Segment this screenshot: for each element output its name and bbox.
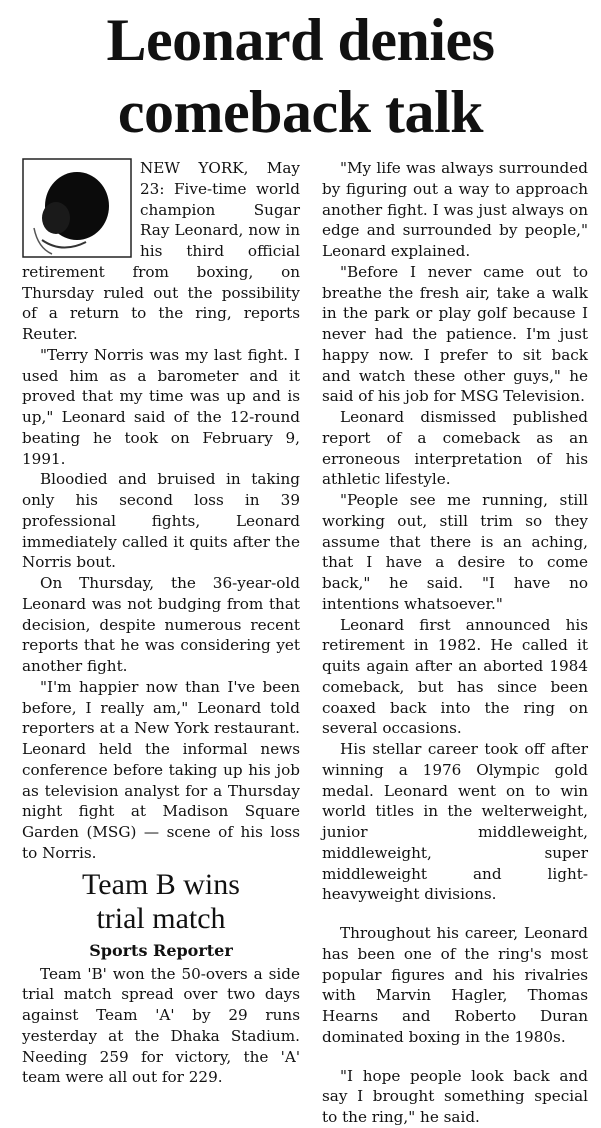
article-paragraph-9: "People see me running, still working out, still trim so they assume that there is an aching, that I have a desire to come back," he said. "I have no intentions whatsoever." [322,491,588,613]
article-paragraph-2: "Terry Norris was my last fight. I used him as a barometer and it proved that my time was up and is up," Leonard said of the 12-round beating he took on February 9, 1991. [22,345,300,468]
headline-line-2: comeback talk [117,79,484,145]
article-paragraph-8: Leonard dismissed published report of a comeback as an erroneous interpretation of his athletic lifestyle. [322,408,588,489]
article-paragraph-5: "I'm happier now than I've been before, I really am," Leonard told reporters at a New York restaurant. Leonard held the informal news conference before taking up his job as television analyst for a Thursday night fight at Madison Square Garden (MSG) — scene of his loss to Norris. [22,677,300,862]
second-story-paragraph-1: Team 'B' won the 50-overs a side trial match spread over two days against Team 'A' by 29 runs yesterday at the Dhaka Stadium. Needing 259 for victory, the 'A' team were all out for 229. [22,964,300,1087]
second-story-title-line-2: trial match [96,901,226,935]
article-paragraph-11: His stellar career took off after winning a 1976 Olympic gold medal. Leonard went on to win world titles in the welterweight, junior middleweight, middleweight, super middleweight and light-heavyweight divisions. [322,740,588,904]
right-column [322,158,588,1128]
article-paragraph-10: Leonard first announced his retirement in 1982. He called it quits again after an aborted 1984 comeback, but has since been coaxed back into the ring on several occasions. [322,615,588,738]
article-paragraph-7: "Before I never came out to breathe the fresh air, take a walk in the park or play golf because I never had the patience. I'm just happy now. I prefer to sit back and watch these other guys," he said of his job for MSG Television. [322,262,588,406]
second-story-byline: Sports Reporter [89,940,233,960]
headline-line-1: Leonard denies [106,7,495,73]
article-paragraph-6: "My life was always surrounded by figuring out a way to approach another fight. I was just always on edge and surrounded by people," Leonard explained. [322,159,588,260]
boxing-glove-photo-icon [22,158,132,258]
article-paragraph-3: Bloodied and bruised in taking only his second loss in 39 professional fights, Leonard immediately called it quits after the Norris bout. [22,470,300,572]
article-paragraph-1: NEW YORK, May 23: Five-time world champion Sugar Ray Leonard, now in his third official retirement from boxing, on Thursday ruled out the possibility of a return to the ring, reports Reuter. [22,159,300,343]
second-story [22,868,300,1089]
article-paragraph-12: Throughout his career, Leonard has been one of the ring's most popular figures and his rivalries with Marvin Hagler, Thomas Hearns and Roberto Duran dominated boxing in the 1980s. [322,924,588,1046]
second-story-title-line-1: Team B wins [82,867,240,901]
left-column [22,158,300,1088]
article-paragraph-13: "I hope people look back and say I brought something special to the ring," he said. [322,1066,588,1126]
article-paragraph-4: On Thursday, the 36-year-old Leonard was not budging from that decision, despite numerous recent reports that he was considering yet another fight. [22,574,300,675]
